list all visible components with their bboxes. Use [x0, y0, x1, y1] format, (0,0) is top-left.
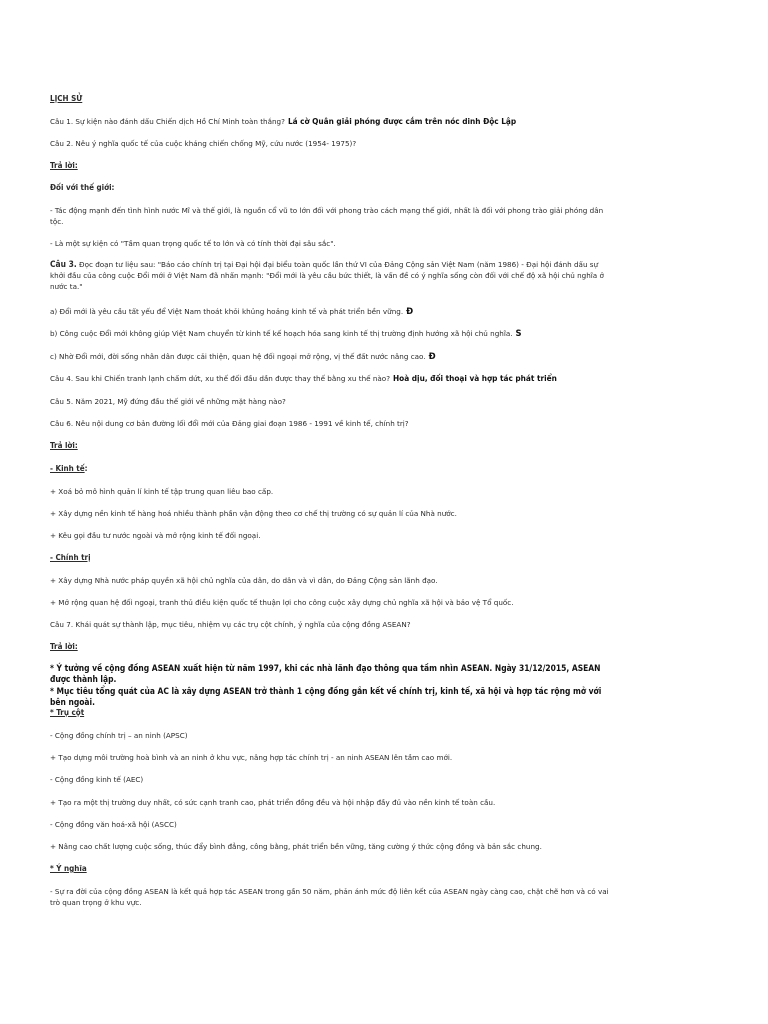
question-2: Câu 2. Nêu ý nghĩa quốc tế của cuộc kháng chiến chống Mỹ, cứu nước (1954- 1975)?	[50, 139, 357, 148]
answer-label-q2: Trả lời:	[50, 161, 78, 170]
question-3b-text: b) Công cuộc Đổi mới không giúp Việt Nam chuyển từ kinh tế kế hoạch hóa sang kinh tế thị trường định hướng xã hội chủ nghĩa.	[50, 329, 513, 338]
q6-economy-heading	[50, 463, 610, 474]
question-3-lead: Câu 3.	[50, 259, 77, 269]
question-1	[50, 116, 610, 127]
q6-politics-heading: - Chính trị	[50, 553, 91, 562]
q2-paragraph-2: - Là một sự kiện có "Tầm quan trọng quốc tế to lớn và có tính thời đại sâu sắc".	[50, 239, 336, 248]
q7-meaning-heading: * Ý nghĩa	[50, 864, 87, 873]
question-5: Câu 5. Năm 2021, Mỹ đứng đầu thế giới về những mặt hàng nào?	[50, 397, 286, 406]
q6-economy-heading-text: - Kinh tế	[50, 464, 85, 473]
question-3-text: Đọc đoạn tư liệu sau: "Báo cáo chính trị tại Đại hội đại biểu toàn quốc lần thứ VI của Đảng Cộng sản Việt Nam (năm 1986) - Đại hội đánh dấu sự khởi đầu của công cuộc Đổi mới ở Việt Nam đã nhấn mạnh: "Đổi mới là yêu cầu bức thiết, là vấn đề có ý nghĩa sống còn đối với chế độ xã hội chủ nghĩa ở nước ta."	[50, 260, 604, 291]
question-1-answer: Lá cờ Quân giải phóng được cắm trên nóc dinh Độc Lập	[287, 116, 517, 126]
question-3a	[50, 306, 610, 317]
q6-economy-item-1: + Xoá bỏ mô hình quản lí kinh tế tập trung quan liêu bao cấp.	[50, 487, 274, 496]
question-3b	[50, 328, 610, 339]
q6-politics-item-1: + Xây dựng Nhà nước pháp quyền xã hội chủ nghĩa của dân, do dân và vì dân, do Đảng Cộng sản lãnh đạo.	[50, 576, 438, 585]
q7-answer-2: * Mục tiêu tổng quát của AC là xây dựng ASEAN trở thành 1 cộng đồng gắn kết về chính trị, kinh tế, xã hội và hợp tác rộng mở với bên ngoài.	[50, 686, 602, 707]
q7-pillar-line-1: - Cộng đồng chính trị – an ninh (APSC)	[50, 731, 188, 740]
q6-politics-item-2: + Mở rộng quan hệ đối ngoại, tranh thủ điều kiện quốc tế thuận lợi cho công cuộc xây dựng chủ nghĩa xã hội và bảo vệ Tổ quốc.	[50, 598, 514, 607]
question-4-answer: Hoà dịu, đối thoại và hợp tác phát triển	[393, 373, 557, 383]
answer-label-q7: Trả lời:	[50, 642, 78, 651]
q7-pillar-line-6: + Nâng cao chất lượng cuộc sống, thúc đẩy bình đẳng, công bằng, phát triển bền vững, tăng cường ý thức cộng đồng và bản sắc chung.	[50, 842, 542, 851]
q7-pillar-line-5: - Cộng đồng văn hoá-xã hội (ASCC)	[50, 820, 177, 829]
q6-economy-heading-colon: :	[84, 464, 88, 473]
q2-subheading: Đối với thế giới:	[50, 183, 115, 192]
question-4-text: Câu 4. Sau khi Chiến tranh lạnh chấm dứt, xu thế đối đầu dần được thay thế bằng xu thế nào?	[50, 374, 391, 383]
question-3a-mark: Đ	[406, 306, 414, 316]
question-3	[50, 259, 610, 292]
q2-paragraph-1: - Tác động mạnh đến tình hình nước Mĩ và thế giới, là nguồn cổ vũ to lớn đối với phong trào cách mạng thế giới, nhất là đối với phong trào giải phóng dân tộc.	[50, 206, 604, 226]
q7-pillars-heading: * Trụ cột	[50, 708, 85, 717]
question-6: Câu 6. Nêu nội dung cơ bản đường lối đổi mới của Đảng giai đoạn 1986 - 1991 về kinh tế, chính trị?	[50, 419, 409, 428]
question-1-text: Câu 1. Sự kiện nào đánh dấu Chiến dịch Hồ Chí Minh toàn thắng?	[50, 117, 285, 126]
question-3c	[50, 351, 610, 362]
question-3c-text: c) Nhờ Đổi mới, đời sống nhân dân được cải thiện, quan hệ đối ngoại mở rộng, vị thế đất nước nâng cao.	[50, 352, 426, 361]
question-7: Câu 7. Khái quát sự thành lập, mục tiêu, nhiệm vụ các trụ cột chính, ý nghĩa của cộng đồng ASEAN?	[50, 620, 411, 629]
q7-pillar-line-2: + Tạo dựng môi trường hoà bình và an ninh ở khu vực, nâng hợp tác chính trị - an ninh ASEAN lên tầm cao mới.	[50, 753, 453, 762]
question-3b-mark: S	[515, 328, 522, 338]
q7-pillar-line-3: - Cộng đồng kinh tế (AEC)	[50, 775, 144, 784]
q6-economy-item-3: + Kêu gọi đầu tư nước ngoài và mở rộng kinh tế đối ngoại.	[50, 531, 261, 540]
q7-meaning-paragraph: - Sự ra đời của cộng đồng ASEAN là kết quả hợp tác ASEAN trong gần 50 năm, phản ánh mức độ liên kết của ASEAN ngày càng cao, chặt chẽ hơn và có vai trò quan trọng ở khu vực.	[50, 887, 609, 907]
question-4	[50, 373, 610, 384]
answer-label-q6: Trả lời:	[50, 441, 78, 450]
page-title: LỊCH SỬ	[50, 94, 83, 103]
question-3a-text: a) Đổi mới là yêu cầu tất yếu để Việt Nam thoát khỏi khủng hoảng kinh tế và phát triển bền vững.	[50, 307, 404, 316]
q6-economy-item-2: + Xây dựng nền kinh tế hàng hoá nhiều thành phần vận động theo cơ chế thị trường có sự quản lí của Nhà nước.	[50, 509, 457, 518]
question-3c-mark: Đ	[428, 351, 436, 361]
q7-answer-1: * Ý tưởng về cộng đồng ASEAN xuất hiện từ năm 1997, khi các nhà lãnh đạo thông qua tầm nhìn ASEAN. Ngày 31/12/2015, ASEAN được thành lập.	[50, 663, 601, 684]
q7-pillar-line-4: + Tạo ra một thị trường duy nhất, có sức cạnh tranh cao, phát triển đồng đều và hội nhập đầy đủ vào nền kinh tế toàn cầu.	[50, 798, 496, 807]
